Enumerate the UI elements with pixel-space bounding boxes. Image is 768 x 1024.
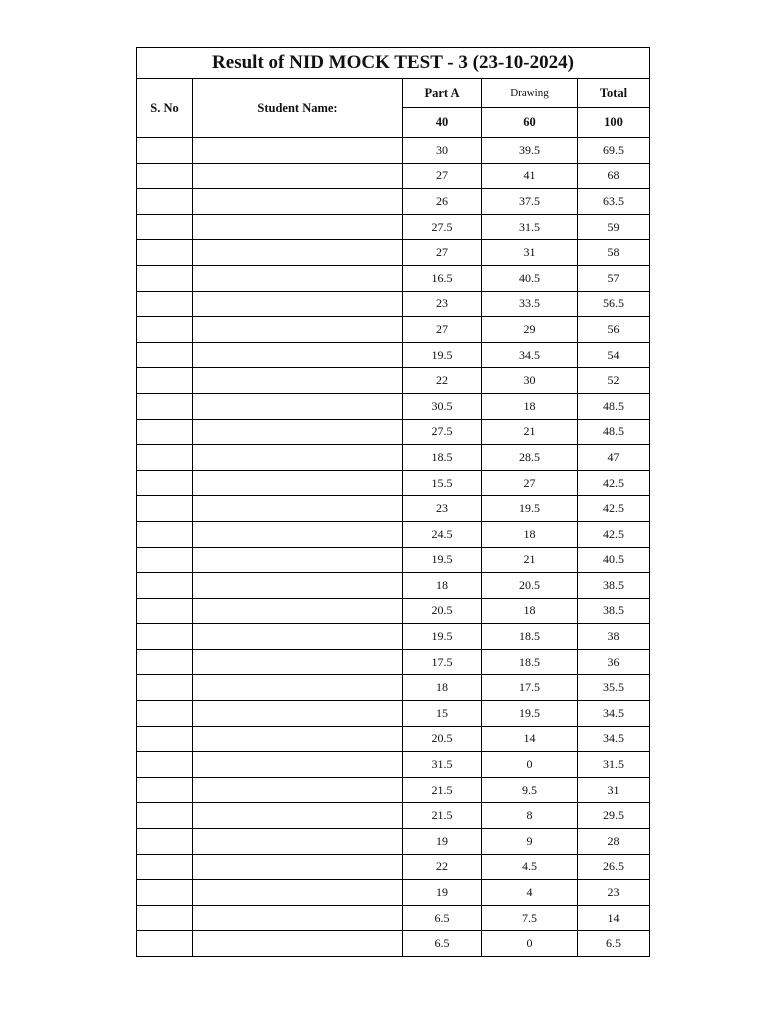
total-score-cell: 34.5 [578,701,650,727]
sno-cell [137,393,193,419]
table-row [137,317,650,343]
part-a-score-cell: 19.5 [403,547,482,573]
sno-cell [137,317,193,343]
student-name-cell [193,214,403,240]
part-a-score-cell: 17.5 [403,649,482,675]
result-sheet [136,47,649,957]
total-score-cell: 36 [578,649,650,675]
drawing-score-cell: 27 [482,470,578,496]
drawing-score-cell: 8 [482,803,578,829]
part-a-score-cell: 19 [403,880,482,906]
part-a-score-cell: 21.5 [403,803,482,829]
sno-cell [137,829,193,855]
part-a-score-cell: 27.5 [403,419,482,445]
drawing-score-cell: 14 [482,726,578,752]
part-a-score-cell: 27.5 [403,214,482,240]
drawing-score-cell: 17.5 [482,675,578,701]
total-score-cell: 56.5 [578,291,650,317]
result-rows [137,138,650,957]
sno-cell [137,496,193,522]
student-name-cell [193,726,403,752]
total-score-cell: 35.5 [578,675,650,701]
part-a-score-cell: 26 [403,189,482,215]
drawing-score-cell: 18.5 [482,624,578,650]
drawing-score-cell: 21 [482,547,578,573]
table-row [137,265,650,291]
drawing-score-cell: 29 [482,317,578,343]
student-name-cell [193,496,403,522]
part-a-score-cell: 18.5 [403,445,482,471]
total-score-cell: 40.5 [578,547,650,573]
drawing-score-cell: 9 [482,829,578,855]
total-score-cell: 38 [578,624,650,650]
student-name-cell [193,624,403,650]
sno-cell [137,342,193,368]
table-row [137,726,650,752]
table-row [137,854,650,880]
sno-cell [137,598,193,624]
table-row [137,573,650,599]
table-row [137,752,650,778]
drawing-score-cell: 9.5 [482,777,578,803]
max-part-a: 40 [403,108,482,138]
total-score-cell: 31 [578,777,650,803]
student-name-cell [193,598,403,624]
total-score-cell: 52 [578,368,650,394]
student-name-cell [193,368,403,394]
student-name-cell [193,880,403,906]
table-row [137,240,650,266]
total-score-cell: 48.5 [578,419,650,445]
sno-cell [137,189,193,215]
header-total: Total [578,79,650,108]
student-name-cell [193,931,403,957]
drawing-score-cell: 4.5 [482,854,578,880]
header-drawing: Drawing [482,79,578,108]
total-score-cell: 48.5 [578,393,650,419]
table-row [137,470,650,496]
table-row [137,368,650,394]
header-sno: S. No [137,79,193,138]
student-name-cell [193,291,403,317]
student-name-cell [193,419,403,445]
results-table [136,47,650,957]
table-row [137,675,650,701]
student-name-cell [193,240,403,266]
student-name-cell [193,854,403,880]
total-score-cell: 6.5 [578,931,650,957]
part-a-score-cell: 6.5 [403,931,482,957]
part-a-score-cell: 20.5 [403,726,482,752]
total-score-cell: 56 [578,317,650,343]
sno-cell [137,854,193,880]
part-a-score-cell: 18 [403,675,482,701]
part-a-score-cell: 30 [403,138,482,164]
total-score-cell: 23 [578,880,650,906]
table-row [137,880,650,906]
total-score-cell: 38.5 [578,573,650,599]
table-row [137,829,650,855]
student-name-cell [193,573,403,599]
total-score-cell: 42.5 [578,470,650,496]
drawing-score-cell: 30 [482,368,578,394]
student-name-cell [193,547,403,573]
table-row [137,803,650,829]
drawing-score-cell: 19.5 [482,496,578,522]
student-name-cell [193,777,403,803]
part-a-score-cell: 31.5 [403,752,482,778]
sno-cell [137,803,193,829]
student-name-cell [193,265,403,291]
sno-cell [137,163,193,189]
total-score-cell: 59 [578,214,650,240]
drawing-score-cell: 31.5 [482,214,578,240]
table-row [137,701,650,727]
sno-cell [137,419,193,445]
total-score-cell: 63.5 [578,189,650,215]
part-a-score-cell: 19.5 [403,342,482,368]
part-a-score-cell: 15.5 [403,470,482,496]
student-name-cell [193,393,403,419]
sno-cell [137,445,193,471]
sno-cell [137,521,193,547]
part-a-score-cell: 27 [403,240,482,266]
total-score-cell: 68 [578,163,650,189]
sno-cell [137,470,193,496]
table-row [137,496,650,522]
table-title: Result of NID MOCK TEST - 3 (23-10-2024) [137,48,650,79]
drawing-score-cell: 18 [482,598,578,624]
student-name-cell [193,675,403,701]
student-name-cell [193,189,403,215]
table-row [137,214,650,240]
sno-cell [137,905,193,931]
table-row [137,649,650,675]
drawing-score-cell: 7.5 [482,905,578,931]
total-score-cell: 28 [578,829,650,855]
student-name-cell [193,521,403,547]
sno-cell [137,726,193,752]
student-name-cell [193,905,403,931]
drawing-score-cell: 31 [482,240,578,266]
student-name-cell [193,342,403,368]
sno-cell [137,752,193,778]
total-score-cell: 57 [578,265,650,291]
drawing-score-cell: 21 [482,419,578,445]
student-name-cell [193,829,403,855]
student-name-cell [193,317,403,343]
sno-cell [137,138,193,164]
student-name-cell [193,445,403,471]
header-student-name: Student Name: [193,79,403,138]
part-a-score-cell: 24.5 [403,521,482,547]
student-name-cell [193,701,403,727]
part-a-score-cell: 6.5 [403,905,482,931]
drawing-score-cell: 18.5 [482,649,578,675]
total-score-cell: 34.5 [578,726,650,752]
table-row [137,905,650,931]
table-row [137,624,650,650]
part-a-score-cell: 27 [403,317,482,343]
sno-cell [137,777,193,803]
student-name-cell [193,803,403,829]
total-score-cell: 54 [578,342,650,368]
sno-cell [137,547,193,573]
drawing-score-cell: 20.5 [482,573,578,599]
drawing-score-cell: 0 [482,752,578,778]
student-name-cell [193,470,403,496]
part-a-score-cell: 15 [403,701,482,727]
part-a-score-cell: 18 [403,573,482,599]
table-row [137,521,650,547]
total-score-cell: 42.5 [578,496,650,522]
total-score-cell: 58 [578,240,650,266]
sno-cell [137,649,193,675]
drawing-score-cell: 19.5 [482,701,578,727]
part-a-score-cell: 22 [403,854,482,880]
sno-cell [137,624,193,650]
total-score-cell: 47 [578,445,650,471]
sno-cell [137,265,193,291]
sno-cell [137,573,193,599]
total-score-cell: 29.5 [578,803,650,829]
header-part-a: Part A [403,79,482,108]
sno-cell [137,214,193,240]
drawing-score-cell: 41 [482,163,578,189]
drawing-score-cell: 18 [482,393,578,419]
table-row [137,547,650,573]
part-a-score-cell: 20.5 [403,598,482,624]
part-a-score-cell: 19.5 [403,624,482,650]
table-row [137,291,650,317]
drawing-score-cell: 33.5 [482,291,578,317]
drawing-score-cell: 37.5 [482,189,578,215]
sno-cell [137,675,193,701]
table-row [137,393,650,419]
table-row [137,138,650,164]
part-a-score-cell: 23 [403,291,482,317]
part-a-score-cell: 22 [403,368,482,394]
total-score-cell: 31.5 [578,752,650,778]
table-row [137,777,650,803]
max-total: 100 [578,108,650,138]
drawing-score-cell: 28.5 [482,445,578,471]
total-score-cell: 38.5 [578,598,650,624]
sno-cell [137,931,193,957]
part-a-score-cell: 16.5 [403,265,482,291]
student-name-cell [193,163,403,189]
drawing-score-cell: 40.5 [482,265,578,291]
table-row [137,419,650,445]
sno-cell [137,291,193,317]
total-score-cell: 69.5 [578,138,650,164]
drawing-score-cell: 18 [482,521,578,547]
part-a-score-cell: 21.5 [403,777,482,803]
part-a-score-cell: 27 [403,163,482,189]
student-name-cell [193,138,403,164]
total-score-cell: 26.5 [578,854,650,880]
drawing-score-cell: 39.5 [482,138,578,164]
drawing-score-cell: 34.5 [482,342,578,368]
part-a-score-cell: 30.5 [403,393,482,419]
sno-cell [137,368,193,394]
student-name-cell [193,649,403,675]
total-score-cell: 42.5 [578,521,650,547]
sno-cell [137,880,193,906]
sno-cell [137,701,193,727]
drawing-score-cell: 4 [482,880,578,906]
sno-cell [137,240,193,266]
drawing-score-cell: 0 [482,931,578,957]
part-a-score-cell: 23 [403,496,482,522]
table-row [137,445,650,471]
student-name-cell [193,752,403,778]
table-row [137,931,650,957]
part-a-score-cell: 19 [403,829,482,855]
max-drawing: 60 [482,108,578,138]
table-row [137,163,650,189]
table-row [137,598,650,624]
table-row [137,342,650,368]
total-score-cell: 14 [578,905,650,931]
table-row [137,189,650,215]
